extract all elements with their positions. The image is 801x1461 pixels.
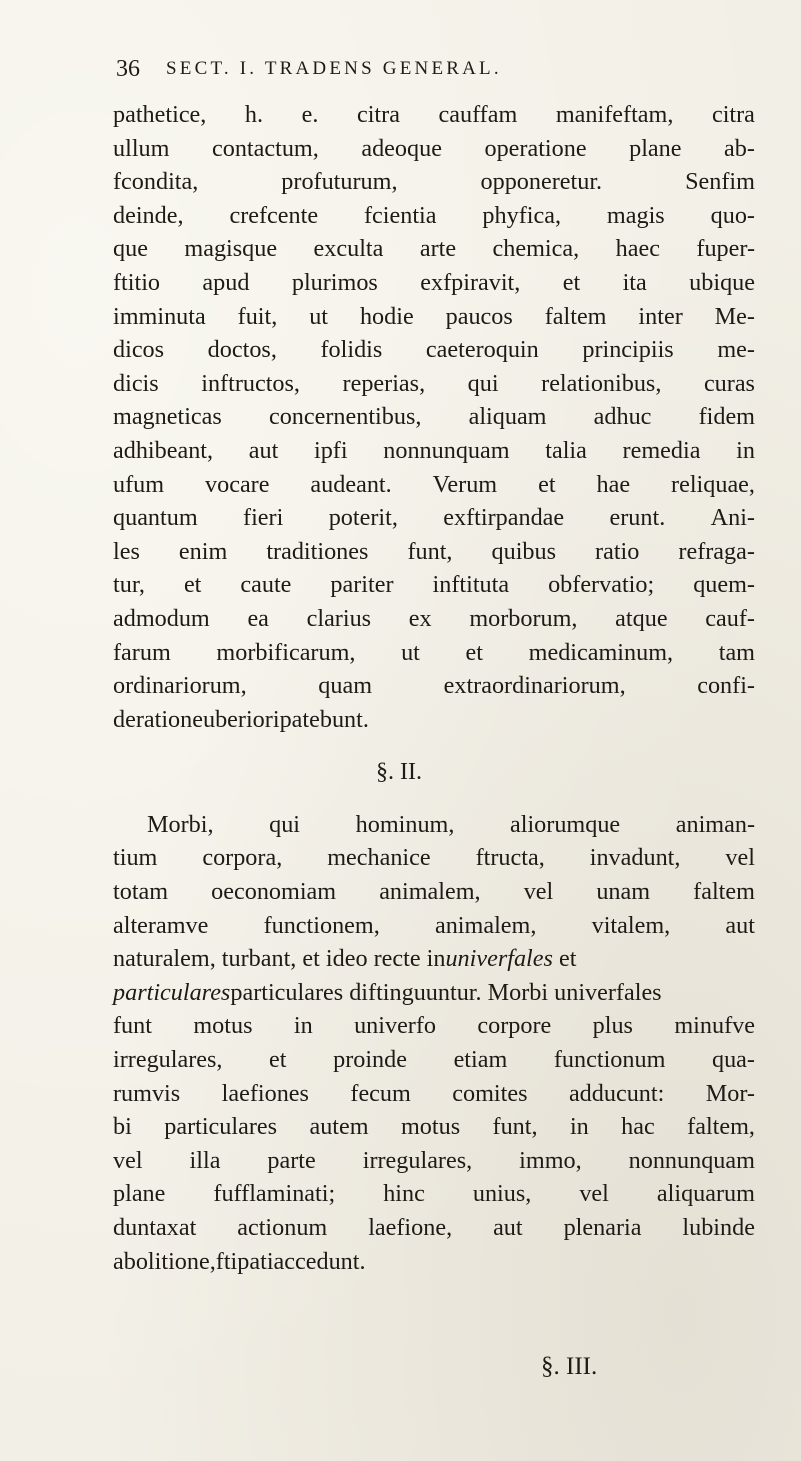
- word: deinde,: [113, 201, 184, 229]
- word: h.: [244, 101, 264, 128]
- word: magis: [606, 201, 665, 229]
- text-line: [113, 669, 755, 703]
- word: irregulares,: [362, 1146, 473, 1174]
- word: totam: [113, 878, 169, 906]
- italic-term: particulares: [113, 978, 231, 1006]
- word: bi: [113, 1113, 132, 1141]
- word: cauf-: [705, 604, 755, 632]
- running-head: SECT. I. TRADENS GENERAL.: [166, 58, 502, 79]
- word: faltem: [544, 302, 607, 330]
- word: ftructa,: [475, 844, 545, 872]
- word: accedunt.: [273, 1247, 366, 1275]
- word: aliquam: [468, 403, 547, 431]
- text-line: [113, 875, 755, 909]
- word: tam: [718, 638, 755, 666]
- text-line: [113, 165, 755, 199]
- word: ita: [622, 268, 647, 296]
- word: relationibus,: [541, 369, 662, 397]
- text-line: [113, 367, 755, 401]
- text-line-italic-terms: [113, 942, 755, 976]
- word: alteramve: [113, 911, 209, 939]
- word: tium: [113, 844, 158, 872]
- word: magisque: [184, 235, 278, 263]
- word: audeant.: [310, 470, 392, 498]
- word: caeteroquin: [425, 336, 539, 364]
- text-line: [113, 808, 755, 842]
- word: plenaria: [563, 1214, 642, 1241]
- word: uberiori: [202, 705, 280, 733]
- word: ut: [401, 638, 420, 666]
- word: imminuta: [113, 302, 206, 330]
- text-run: particulares diftinguuntur. Morbi univerfales: [230, 978, 662, 1006]
- word: manifeftam,: [555, 101, 674, 128]
- text-line: [113, 132, 755, 166]
- paragraph-2: [113, 808, 755, 1278]
- word: Morbi,: [147, 810, 214, 838]
- word: unius,: [472, 1180, 532, 1208]
- word: et: [465, 638, 484, 666]
- word: dicis: [113, 369, 159, 397]
- word: quantum: [113, 504, 198, 532]
- word: et: [562, 268, 581, 296]
- word: Verum: [432, 470, 498, 498]
- text-line: [113, 468, 755, 502]
- word: oeconomiam: [211, 878, 337, 906]
- text-line: [113, 232, 755, 266]
- word: Mor-: [705, 1079, 755, 1107]
- text-line-italic-start: [113, 976, 755, 1010]
- text-line: [113, 400, 755, 434]
- word: refraga-: [678, 537, 755, 565]
- text-line: [113, 909, 755, 943]
- word: motus: [400, 1113, 461, 1141]
- word: arte: [419, 235, 457, 263]
- word: erunt.: [609, 504, 666, 532]
- word: les: [113, 537, 140, 565]
- word: medicaminum,: [528, 638, 674, 666]
- word: inftituta: [432, 571, 510, 599]
- word: aliquarum: [656, 1180, 755, 1208]
- word: ratio: [595, 537, 640, 565]
- paragraph-1: [113, 98, 755, 736]
- word: ipfi: [313, 436, 348, 464]
- word: faltem,: [687, 1113, 755, 1141]
- word: laefiones: [221, 1079, 309, 1107]
- text-line: [113, 568, 755, 602]
- word: enim: [178, 537, 228, 565]
- word: hodie: [359, 302, 414, 330]
- next-section-catchword: §. III.: [541, 1353, 598, 1380]
- conjunction: et: [558, 945, 577, 973]
- word: morbificarum,: [216, 638, 356, 666]
- text-line: [113, 535, 755, 569]
- word: me-: [717, 336, 755, 364]
- word: nonnunquam: [383, 436, 510, 464]
- word: laefione,: [368, 1214, 453, 1241]
- text-line: [113, 199, 755, 233]
- word: obfervatio;: [548, 571, 655, 599]
- word: vitalem,: [591, 911, 671, 939]
- word: corpora,: [202, 844, 283, 872]
- text-line: [113, 1245, 755, 1279]
- word: proinde: [333, 1046, 407, 1074]
- word: admodum: [113, 604, 210, 632]
- word: quam: [318, 672, 373, 700]
- word: e.: [301, 101, 319, 128]
- word: motus: [193, 1012, 253, 1040]
- word: extraordinariorum,: [443, 672, 626, 700]
- word: inter: [638, 302, 683, 330]
- page-header: [116, 56, 676, 86]
- word: lubinde: [682, 1214, 755, 1241]
- word: faltem: [693, 878, 755, 906]
- word: fieri: [243, 504, 284, 532]
- word: paucos: [445, 302, 513, 330]
- word: fidem: [698, 403, 755, 431]
- word: dicos: [113, 336, 165, 364]
- word: ftipati: [215, 1247, 274, 1275]
- word: poterit,: [328, 504, 398, 532]
- word: fcondita,: [113, 168, 199, 196]
- word: fufflaminati;: [213, 1180, 336, 1208]
- word: atque: [615, 604, 668, 632]
- word: chemica,: [492, 235, 580, 263]
- word: quibus: [491, 537, 557, 565]
- word: aut: [493, 1214, 523, 1241]
- word: profuturum,: [281, 168, 398, 196]
- text-line: [113, 703, 755, 737]
- text-line: [113, 841, 755, 875]
- word: functionum: [553, 1046, 666, 1074]
- word: funt,: [492, 1113, 538, 1141]
- word: ullum: [113, 134, 170, 162]
- word: vel: [579, 1180, 609, 1208]
- word: pathetice,: [113, 101, 207, 128]
- word: in: [569, 1113, 589, 1141]
- word: et: [183, 571, 202, 599]
- word: minufve: [674, 1012, 755, 1040]
- word: aut: [248, 436, 279, 464]
- word: que: [113, 235, 148, 263]
- word: citra: [711, 101, 755, 128]
- word: et: [269, 1046, 287, 1074]
- text-line: [113, 1177, 755, 1211]
- word: ea: [247, 604, 269, 632]
- text-line: [113, 602, 755, 636]
- word: vel: [725, 844, 755, 872]
- word: animan-: [675, 810, 755, 838]
- word: fcientia: [363, 201, 437, 229]
- word: hominum,: [355, 810, 455, 838]
- word: aliorumque: [510, 810, 621, 838]
- text-line: [113, 1077, 755, 1111]
- word: aut: [725, 911, 755, 939]
- word: deratione: [113, 705, 203, 733]
- word: inftructos,: [201, 369, 300, 397]
- word: ex: [408, 604, 432, 632]
- word: apud: [202, 268, 250, 296]
- word: ut: [309, 302, 329, 330]
- word: Ani-: [710, 504, 755, 532]
- word: phyfica,: [482, 201, 561, 229]
- word: hinc: [383, 1180, 425, 1208]
- text-line: [113, 98, 755, 132]
- word: fecum: [350, 1079, 411, 1107]
- word: citra: [356, 101, 400, 128]
- page-number: 36: [116, 56, 140, 82]
- text-line: [113, 1144, 755, 1178]
- word: opponeretur.: [480, 168, 603, 196]
- text-line: [113, 333, 755, 367]
- word: hae: [596, 470, 631, 498]
- body-text: [113, 98, 755, 1278]
- word: qua-: [711, 1046, 755, 1074]
- word: adducunt:: [568, 1079, 665, 1107]
- word: ftitio: [113, 268, 161, 296]
- word: tur,: [113, 571, 145, 599]
- word: confi-: [697, 672, 755, 700]
- text-line: [113, 1009, 755, 1043]
- word: animalem,: [434, 911, 537, 939]
- word: caute: [240, 571, 292, 599]
- word: pariter: [330, 571, 394, 599]
- word: quem-: [693, 571, 755, 599]
- word: funt,: [407, 537, 453, 565]
- word: vel: [523, 878, 554, 906]
- section-heading: §. II.: [376, 759, 422, 786]
- text-line: [113, 501, 755, 535]
- word: morborum,: [469, 604, 578, 632]
- word: exfpiravit,: [420, 268, 521, 296]
- word: concernentibus,: [268, 403, 422, 431]
- word: parte: [267, 1146, 316, 1174]
- word: Me-: [714, 302, 755, 330]
- word: ab-: [724, 134, 755, 162]
- word: principiis: [582, 336, 674, 364]
- word: funt: [113, 1012, 152, 1040]
- text-line: [113, 1110, 755, 1144]
- word: adhibeant,: [113, 436, 214, 464]
- word: crefcente: [229, 201, 319, 229]
- word: illa: [189, 1146, 221, 1174]
- word: exculta: [313, 235, 384, 263]
- word: comites: [452, 1079, 528, 1107]
- word: qui: [269, 810, 301, 838]
- word: autem: [309, 1113, 369, 1141]
- word: ordinariorum,: [113, 672, 247, 700]
- word: quo-: [710, 201, 755, 229]
- word: particulares: [164, 1113, 278, 1141]
- word: vel: [113, 1146, 143, 1174]
- word: mechanice: [327, 844, 431, 872]
- word: exftirpandae: [443, 504, 565, 532]
- word: fuit,: [237, 302, 278, 330]
- word: actionum: [237, 1214, 328, 1241]
- word: immo,: [519, 1146, 582, 1174]
- word: in: [293, 1012, 313, 1040]
- word: curas: [703, 369, 755, 397]
- word: fuper-: [696, 235, 755, 263]
- word: doctos,: [207, 336, 277, 364]
- word: et: [538, 470, 556, 498]
- word: remedia: [622, 436, 701, 464]
- word: plane: [629, 134, 682, 162]
- word: qui: [467, 369, 499, 397]
- word: hac: [621, 1113, 655, 1141]
- word: plus: [592, 1012, 633, 1040]
- word: cauffam: [438, 101, 518, 128]
- word: unam: [596, 878, 651, 906]
- text-line: [113, 300, 755, 334]
- word: functionem,: [263, 911, 380, 939]
- word: ubique: [689, 268, 755, 296]
- word: clarius: [306, 604, 372, 632]
- word: contactum,: [212, 134, 319, 162]
- text-run: naturalem, turbant, et ideo recte in: [113, 945, 446, 973]
- text-line: [113, 434, 755, 468]
- word: rumvis: [113, 1079, 181, 1107]
- word: magneticas: [113, 403, 222, 431]
- word: vocare: [205, 470, 270, 498]
- word: folidis: [320, 336, 383, 364]
- word: plane: [113, 1180, 166, 1208]
- word: traditiones: [266, 537, 369, 565]
- word: operatione: [484, 134, 587, 162]
- text-line: [113, 636, 755, 670]
- word: ufum: [113, 470, 165, 498]
- word: patebunt.: [279, 705, 369, 733]
- word: haec: [615, 235, 660, 263]
- word: farum: [113, 638, 171, 666]
- word: animalem,: [379, 878, 481, 906]
- word: nonnunquam: [628, 1146, 755, 1174]
- word: irregulares,: [113, 1046, 223, 1074]
- word: invadunt,: [589, 844, 681, 872]
- word: etiam: [453, 1046, 508, 1074]
- word: univerfo: [354, 1012, 437, 1040]
- word: abolitione,: [113, 1247, 216, 1275]
- word: plurimos: [291, 268, 378, 296]
- text-line: [113, 1211, 755, 1245]
- word: corpore: [477, 1012, 552, 1040]
- text-line: [113, 266, 755, 300]
- word: reliquae,: [671, 470, 755, 498]
- word: reperias,: [342, 369, 426, 397]
- word: talia: [545, 436, 587, 464]
- word: in: [736, 436, 755, 464]
- italic-term: univerfales: [445, 945, 553, 973]
- word: adeoque: [361, 134, 442, 162]
- word: adhuc: [593, 403, 652, 431]
- word: duntaxat: [113, 1214, 197, 1241]
- word: Senfim: [685, 168, 755, 196]
- text-line: [113, 1043, 755, 1077]
